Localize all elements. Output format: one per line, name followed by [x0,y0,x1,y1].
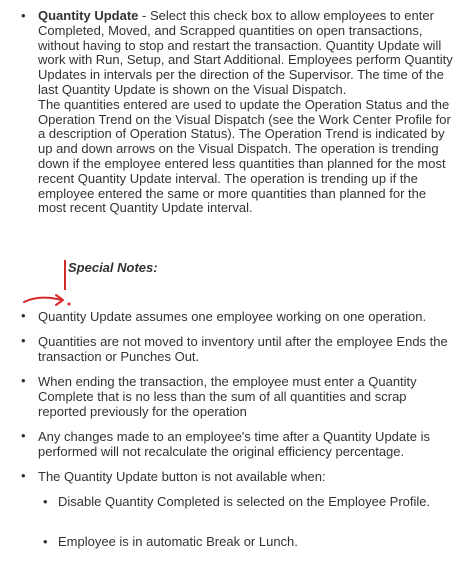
sub-bullet-marker: • [43,534,48,549]
list-item: When ending the transaction, the employee must enter a Quantity Complete that is no less than the sum of all quantities and scrap reported previously for the operation [38,374,417,419]
bullet-marker: • [21,428,26,443]
quantity-update-intro: - Select this check box to allow employees to enter Completed, Moved, and Scrapped quantities on open transactions, without having to stop and restart the transaction. Quantity Update will work with Run, Setup, and Start Additional. Employees perform Quantity Updates in intervals per the direction of the Supervisor. The time of the last Quantity Update is shown on the Visual Dispatch. [38,8,453,97]
quantity-update-term: Quantity Update [38,8,139,23]
list-item: The Quantity Update button is not available when: [38,469,326,484]
sub-list-item: Employee is in automatic Break or Lunch. [58,534,298,549]
bullet-marker: • [21,373,26,388]
sub-bullet-marker: • [43,494,48,509]
list-item: Any changes made to an employee's time after a Quantity Update is performed will not recalculate the original efficiency percentage. [38,429,430,459]
special-notes-title: Special Notes: [68,260,158,275]
annotation-arrow-icon [0,0,80,312]
quantity-update-description [38,9,456,216]
bullet-marker: • [21,308,26,323]
list-item: Quantities are not moved to inventory until after the employee Ends the transaction or Punches Out. [38,334,448,364]
sub-list-item: Disable Quantity Completed is selected on the Employee Profile. [58,494,431,509]
bullet-marker: • [21,8,26,23]
bullet-marker: • [21,468,26,483]
list-item: Quantity Update assumes one employee working on one operation. [38,309,427,324]
quantity-update-paragraph-2: The quantities entered are used to update the Operation Status and the Operation Trend on the Visual Dispatch (see the Work Center Profile for a description of Operation Status). The Operation Trend is indicated by up and down arrows on the Visual Dispatch. The operation is trending down if the employee entered less quantities than planned for the most recent Quantity Update interval. The operation is trending up if the employee entered the same or more quantities than planned for the most recent Quantity Update interval. [38,96,451,216]
bullet-marker: • [21,333,26,348]
quantity-update-paragraph-1 [38,9,456,98]
